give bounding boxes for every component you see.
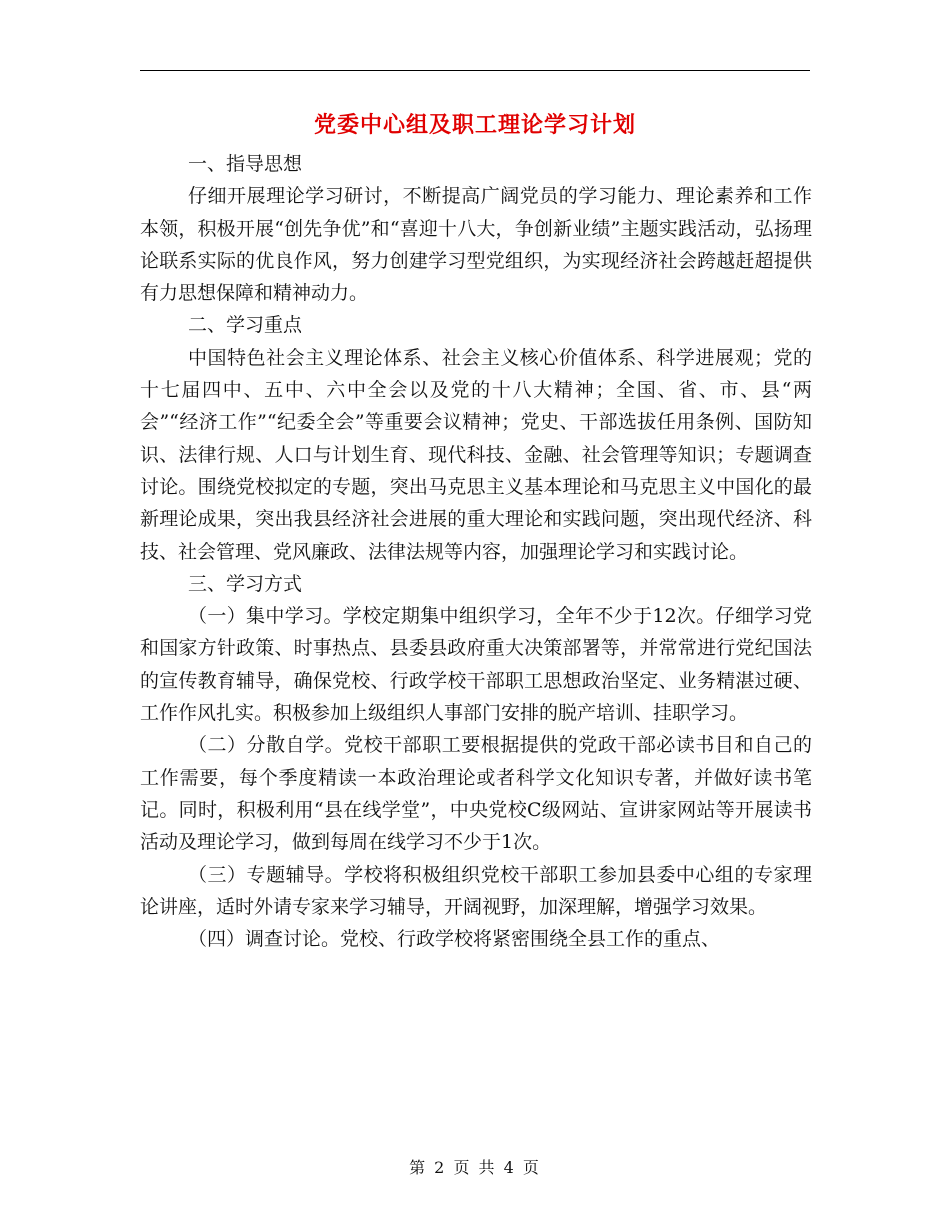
section-heading-guiding-ideology: 一、指导思想 <box>188 153 303 175</box>
section-heading-study-focus: 二、学习重点 <box>188 314 303 337</box>
document-title: 党委中心组及职工理论学习计划 <box>313 112 636 138</box>
paragraph-self-study: （二）分散自学。党校干部职工要根据提供的党政干部必读书目和自己的工作需要，每个季度精读一本政治理论或者科学文化知识专著，并做好读书笔记。同时，积极利用“县在线学堂”，中央党校C级网站、宣讲家网站等开展读书活动及理论学习，做到每周在线学习不少于1次。 <box>140 734 812 854</box>
page-number: 第 2 页 共 4 页 <box>409 1158 541 1177</box>
paragraph-research-discussion: （四）调查讨论。党校、行政学校将紧密围绕全县工作的重点、 <box>188 928 721 951</box>
header-rule <box>140 70 810 71</box>
section-heading-study-methods: 三、学习方式 <box>188 572 303 595</box>
paragraph-study-focus: 中国特色社会主义理论体系、社会主义核心价值体系、科学进展观；党的十七届四中、五中、六中全会以及党的十八大精神；全国、省、市、县“两会”“经济工作”“纪委全会”等重要会议精神；党史、干部选拔任用条例、国防知识、法律行规、人口与计划生育、现代科技、金融、社会管理等知识；专题调查讨论。围绕党校拟定的专题，突出马克思主义基本理论和马克思主义中国化的最新理论成果，突出我县经济社会进展的重大理论和实践问题，突出现代经济、科技、社会管理、党风廉政、法律法规等内容，加强理论学习和实践讨论。 <box>140 346 812 563</box>
paragraph-centralized-study: （一）集中学习。学校定期集中组织学习，全年不少于12次。仔细学习党和国家方针政策、时事热点、县委县政府重大决策部署等，并常常进行党纪国法的宣传教育辅导，确保党校、行政学校干部职工思想政治坚定、业务精湛过硬、工作作风扎实。积极参加上级组织人事部门安排的脱产培训、挂职学习。 <box>140 605 812 725</box>
paragraph-special-tutoring: （三）专题辅导。学校将积极组织党校干部职工参加县委中心组的专家理论讲座，适时外请专家来学习辅导，开阔视野，加深理解，增强学习效果。 <box>140 863 812 918</box>
paragraph-guiding-ideology: 仔细开展理论学习研讨，不断提高广阔党员的学习能力、理论素养和工作本领，积极开展“创先争优”和“喜迎十八大，争创新业绩”主题实践活动，弘扬理论联系实际的优良作风，努力创建学习型党组织，为实现经济社会跨越赶超提供有力思想保障和精神动力。 <box>140 185 812 305</box>
document-body <box>140 148 812 955</box>
